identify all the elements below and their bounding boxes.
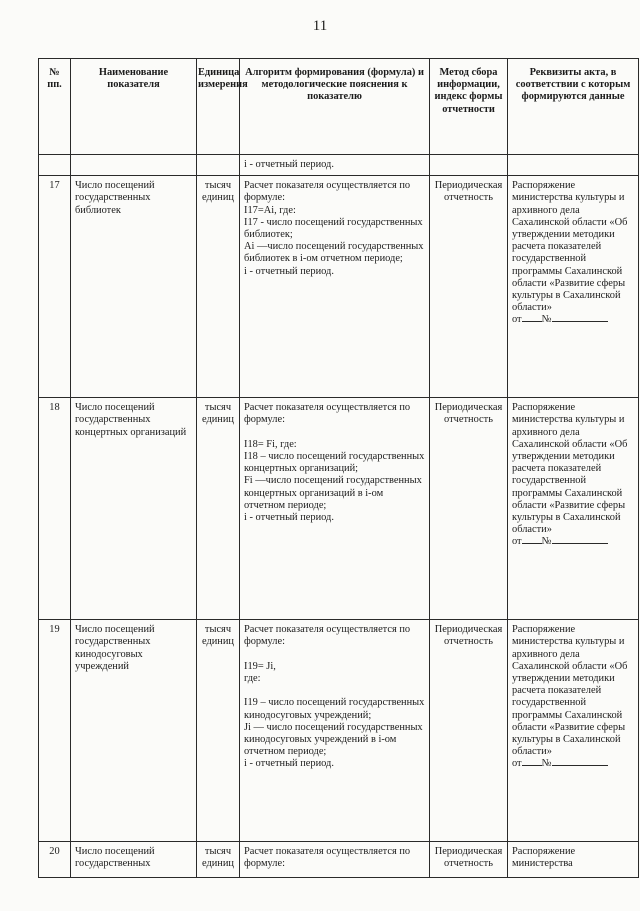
table-row — [39, 620, 639, 842]
table-row — [39, 842, 639, 878]
row-algorithm — [240, 398, 430, 620]
algorithm-line: I17=Ai, где: — [244, 204, 296, 216]
algorithm-line: i - отчетный период. — [244, 512, 334, 524]
row-method: Периодическая отчетность — [430, 398, 508, 620]
signature-blank — [522, 321, 542, 322]
row-algorithm — [240, 620, 430, 842]
row-requisites — [508, 176, 639, 398]
requisites-text: Распоряжение министерства культуры и архивного дела Сахалинской области «Об утверждении методики расчета показателей государственной программы Сахалинской области «Развитие сферы культуры в Сахалинской области» — [512, 402, 628, 536]
table-row — [39, 176, 639, 398]
row-unit: тысяч единиц — [197, 398, 240, 620]
algorithm-line: Ji — число посещений государственных кинодосуговых учреждений в i-ом отчетном периоде; — [244, 721, 426, 758]
signature-blank — [522, 543, 542, 544]
algorithm-line: Расчет показателя осуществляется по формуле: — [244, 180, 413, 204]
row-requisites — [508, 398, 639, 620]
row-requisites — [508, 620, 639, 842]
algorithm-line: Расчет показателя осуществляется по формуле: — [244, 402, 413, 426]
row-method: Периодическая отчетность — [430, 176, 508, 398]
row-algorithm — [240, 176, 430, 398]
row-unit: тысяч единиц — [197, 620, 240, 842]
header-method: Метод сбора информации, индекс формы отчетности — [430, 59, 508, 155]
requisites-text: Распоряжение министерства культуры и архивного дела Сахалинской области «Об утверждении методики расчета показателей государственной программы Сахалинской области «Развитие сферы культуры в Сахалинской области» — [512, 624, 628, 758]
signature-ot: от — [512, 314, 522, 326]
table-row — [39, 398, 639, 620]
algorithm-line: I18= Fi, где: — [244, 438, 297, 450]
header-algorithm: Алгоритм формирования (формула) и методологические пояснения к показателю — [240, 59, 430, 155]
row-name: Число посещений государственных кинодосуговых учреждений — [71, 620, 197, 842]
signature-no: № — [541, 536, 552, 548]
algorithm-line: где: — [244, 673, 261, 684]
table-header-row — [39, 59, 639, 155]
header-num: № пп. — [39, 59, 71, 155]
header-unit: Единица измерения — [197, 59, 240, 155]
indicators-table — [38, 58, 639, 878]
algorithm-line: I17 - число посещений государственных библиотек; — [244, 216, 426, 241]
requisites-text: Распоряжение министерства культуры и архивного дела Сахалинской области «Об утверждении методики расчета показателей государственной программы Сахалинской области «Развитие сферы культуры в Сахалинской области» — [512, 180, 628, 314]
row-requisites: Распоряжение министерства — [508, 842, 639, 878]
algorithm-line: I18 – число посещений государственных концертных организаций; — [244, 451, 427, 475]
algorithm-line: Расчет показателя осуществляется по формуле: — [244, 846, 413, 870]
row-num: 19 — [39, 620, 71, 842]
continuation-algorithm: i - отчетный период. — [240, 155, 430, 176]
page-number: 11 — [312, 18, 328, 34]
signature-blank — [552, 543, 608, 544]
row-method: Периодическая отчетность — [430, 842, 508, 878]
row-name: Число посещений государственных — [71, 842, 197, 878]
signature-blank — [522, 765, 542, 766]
row-algorithm — [240, 842, 430, 878]
algorithm-line: Fi —число посещений государственных концертных организаций в i-ом отчетном периоде; — [244, 475, 425, 511]
row-method: Периодическая отчетность — [430, 620, 508, 842]
row-num: 18 — [39, 398, 71, 620]
row-num: 17 — [39, 176, 71, 398]
continuation-row — [39, 155, 639, 176]
signature-blank — [552, 765, 608, 766]
header-name: Наименование показателя — [71, 59, 197, 155]
row-unit: тысяч единиц — [197, 842, 240, 878]
row-unit: тысяч единиц — [197, 176, 240, 398]
signature-blank — [552, 321, 608, 322]
algorithm-line: i - отчетный период. — [244, 265, 334, 277]
row-name: Число посещений государственных библиотек — [71, 176, 197, 398]
signature-ot: от — [512, 758, 522, 770]
algorithm-line: I19= Ji, — [244, 660, 276, 672]
algorithm-line: Расчет показателя осуществляется по формуле: — [244, 624, 413, 648]
signature-ot: от — [512, 536, 522, 548]
algorithm-line: Ai —число посещений государственных библиотек в i-ом отчетном периоде; — [244, 241, 427, 265]
signature-no: № — [541, 758, 552, 770]
header-requisites: Реквизиты акта, в соответствии с которым формируются данные — [508, 59, 639, 155]
algorithm-line: i - отчетный период. — [244, 758, 334, 770]
algorithm-line: I19 – число посещений государственных кинодосуговых учреждений; — [244, 697, 427, 721]
row-num: 20 — [39, 842, 71, 878]
signature-no: № — [541, 314, 552, 326]
row-name: Число посещений государственных концертных организаций — [71, 398, 197, 620]
